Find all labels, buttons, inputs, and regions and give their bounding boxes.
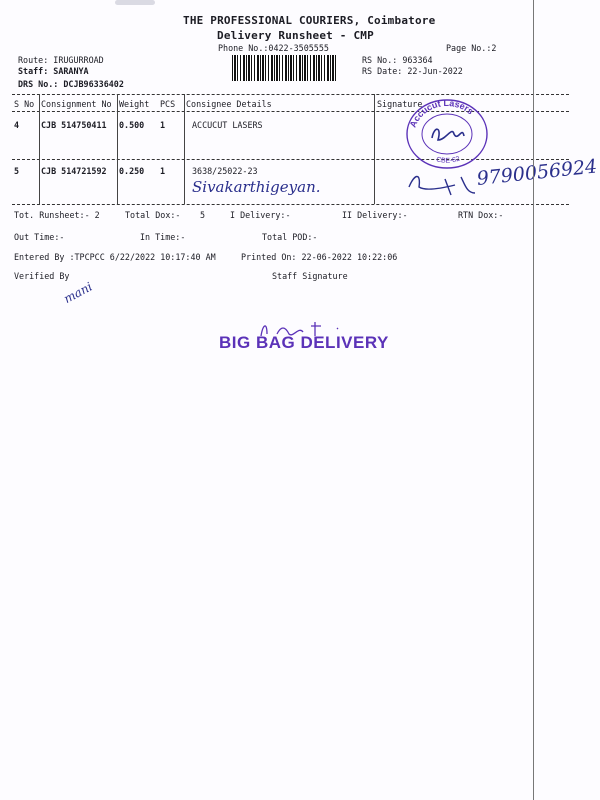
page-number: Page No.:2	[446, 43, 497, 53]
document-title: Delivery Runsheet - CMP	[217, 29, 374, 42]
table-top-rule	[12, 94, 569, 95]
handwritten-initials: mani	[61, 279, 95, 306]
ii-delivery: II Delivery:-	[342, 210, 408, 220]
printed-on: Printed On: 22-06-2022 10:22:06	[241, 252, 398, 262]
tot-runsheet: Tot. Runsheet:- 2	[14, 210, 100, 220]
scan-smudge	[115, 0, 155, 5]
big-bag-delivery-stamp: BIG BAG DELIVERY	[219, 333, 389, 352]
verified-by: Verified By	[14, 271, 70, 281]
barcode	[232, 55, 337, 81]
col-header-weight: Weight	[119, 99, 150, 109]
in-time: In Time:-	[140, 232, 186, 242]
col-divider	[39, 94, 40, 204]
handwritten-receiver-name: Sivakarthigeyan.	[192, 178, 321, 196]
row-weight: 0.250	[119, 166, 145, 176]
col-header-sno: S No	[14, 99, 35, 109]
row-sno: 4	[14, 120, 20, 130]
staff-label: Staff: SARANYA	[18, 66, 89, 76]
table-bottom-rule	[12, 204, 569, 205]
stamp-overwrite-scribble	[255, 318, 355, 340]
rs-date: RS Date: 22-Jun-2022	[362, 66, 463, 76]
phone-number: Phone No.:0422-3505555	[218, 43, 329, 53]
row-consignee: ACCUCUT LASERS	[192, 120, 263, 130]
row-pcs: 1	[160, 120, 166, 130]
entered-by: Entered By :TPCPCC 6/22/2022 10:17:40 AM	[14, 252, 216, 262]
drs-number: DRS No.: DCJB96336402	[18, 79, 124, 89]
signature-scribble	[405, 165, 485, 201]
stamp-top-text: Accucut Lasers	[407, 97, 476, 129]
col-header-signature: Signature	[377, 99, 423, 109]
svg-text:Accucut Lasers	[408, 98, 476, 129]
stamp-bottom-text: CBE-62	[435, 155, 461, 165]
col-header-consignment: Consignment No	[41, 99, 112, 109]
out-time: Out Time:-	[14, 232, 65, 242]
total-pod: Total POD:-	[262, 232, 318, 242]
col-divider	[117, 94, 118, 204]
col-divider	[374, 94, 375, 204]
col-header-consignee: Consignee Details	[186, 99, 272, 109]
company-name: THE PROFESSIONAL COURIERS, Coimbatore	[183, 14, 436, 27]
rs-number: RS No.: 963364	[362, 55, 433, 65]
total-dox-value: 5	[200, 210, 206, 220]
row-consignee: 3638/25022-23	[192, 166, 258, 176]
total-dox-label: Total Dox:-	[125, 210, 181, 220]
row-pcs: 1	[160, 166, 166, 176]
row-consignment: CJB 514750411	[41, 120, 107, 130]
row-weight: 0.500	[119, 120, 145, 130]
route-label: Route: IRUGURROAD	[18, 55, 104, 65]
col-header-pcs: PCS	[160, 99, 176, 109]
page-edge-line	[533, 0, 534, 800]
svg-text:CBE-62	[435, 156, 460, 165]
company-stamp	[402, 96, 492, 170]
col-divider	[184, 94, 185, 204]
row-sno: 5	[14, 166, 20, 176]
staff-signature: Staff Signature	[272, 271, 348, 281]
handwritten-phone: 9790056924	[475, 155, 599, 190]
i-delivery: I Delivery:-	[230, 210, 291, 220]
row-consignment: CJB 514721592	[41, 166, 107, 176]
rtn-dox: RTN Dox:-	[458, 210, 504, 220]
